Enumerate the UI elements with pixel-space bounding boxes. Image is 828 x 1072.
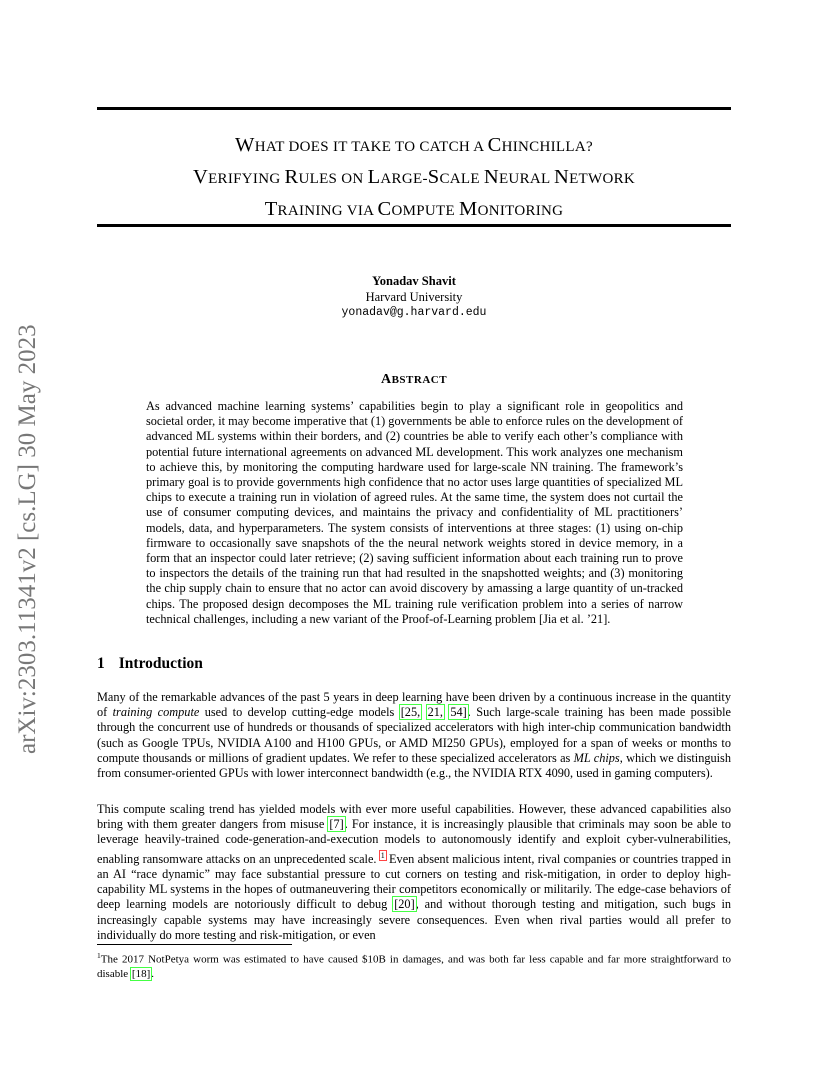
paragraph-text: , and without thorough testing and mitigation, such bugs in increasingly capable systems may have increasingly severe consequences. Even when rival parties would all prefer to individually do more testing and risk-mitigation, or even <box>97 897 732 942</box>
footnote-rule <box>97 944 292 945</box>
title-text: ULES ON <box>298 171 368 187</box>
title-text: C <box>377 198 392 220</box>
footnote-text: The 2017 NotPetya worm was estimated to have caused $10B in damages, and was both far less capable and far more straightforward to disable <box>97 953 731 980</box>
author-block <box>97 273 731 321</box>
arxiv-identifier: arXiv:2303.11341v2 [cs.LG] 30 May 2023 <box>14 324 41 754</box>
author-affiliation: Harvard University <box>365 290 463 304</box>
title-text: W <box>235 134 255 156</box>
abstract-heading-text: BSTRACT <box>391 374 448 386</box>
author-name: Yonadav Shavit <box>372 274 456 288</box>
title-text: C <box>487 134 502 156</box>
section-number: 1 <box>97 655 105 672</box>
paragraph-text: Even absent malicious intent, rival companies or countries trapped in an AI “race dynamic” may face substantial pressure to cut corners on testing and risk-mitigation, in order to deploy high-capability ML systems in the hopes of outmaneuvering their competitors economically or militarily. The edge-case behaviors of deep learning models are notoriously difficult to debug <box>97 851 731 912</box>
title-text: ARGE- <box>380 171 428 187</box>
title-text: CALE <box>439 171 484 187</box>
title-line-3 <box>97 194 731 226</box>
footnote <box>97 949 731 981</box>
title-text: EURAL <box>498 171 554 187</box>
title-text: ETWORK <box>569 171 636 187</box>
section-heading <box>97 655 203 673</box>
title-text: RAINING VIA <box>277 203 378 219</box>
title-text: S <box>427 166 440 188</box>
abstract-text: As advanced machine learning systems’ capabilities begin to play a significant role in geopolitics and societal order, it may become imperative that (1) governments be able to enforce rules on the development of advanced ML systems within their borders, and (2) countries be able to verify each other’s compliance with potential future international agreements on advanced ML development. This work analyzes one mechanism to achieve this, by monitoring the computing hardware used for large-scale NN training. The framework’s primary goal is to provide governments high confidence that no actor uses large quantities of specialized ML chips to execute a training run in violation of agreed rules. At the same time, the system does not curtail the use of consumer computing devices, and maintains the privacy and confidentiality of ML practitioners’ models, data, and hyperparameters. The system consists of interventions at three stages: (1) using on-chip firmware to occasionally save snapshots of the the neural network weights stored in device memory, in a form that an inspector could later retrieve; (2) saving sufficient information about each training run to prove to inspectors the details of the training run that had resulted in the snapshotted weights; and (3) monitoring the chip supply chain to ensure that no actor can avoid discovery by amassing a large quantity of un-tracked chips. The proposed design decomposes the ML training rule verification problem into a series of narrow technical challenges, including a new variant of the Proof-of-Learning problem [Jia et al. ’21]. <box>146 399 683 626</box>
emphasis-text: training compute <box>112 705 200 720</box>
author-email: yonadav@g.harvard.edu <box>341 306 487 319</box>
paragraph-text: This compute scaling trend has yielded models with ever more useful capabilities. However, these advanced capabilities also bring with them greater dangers from misuse <box>97 802 731 832</box>
citation-link[interactable]: [25, <box>400 705 421 720</box>
title-line-2 <box>97 162 731 194</box>
abstract-heading-text: A <box>380 372 392 387</box>
title-text: V <box>192 166 209 188</box>
footnote-text: . <box>151 967 154 980</box>
paper-title <box>97 130 731 226</box>
title-text: R <box>284 166 299 188</box>
citation-link[interactable]: [18] <box>131 967 151 980</box>
title-text: OMPUTE <box>391 203 460 219</box>
footnote-link[interactable]: 1 <box>380 850 385 860</box>
footnote-number: 1 <box>97 951 101 960</box>
paragraph-text: . For instance, it is increasingly plausible that criminals may soon be able to leverage heavily-trained code-generation-and-execution models to autonomously identify and exploit cyber-vulnerabilities, enabling ransomware attacks on an unprecedented scale. <box>97 817 731 866</box>
intro-paragraph-2 <box>97 802 731 943</box>
title-text: ERIFYING <box>208 171 285 187</box>
intro-paragraph-1 <box>97 690 731 781</box>
paragraph-text: Many of the remarkable advances of the past 5 years in deep learning have been driven by a continuous increase in the quantity of <box>97 690 731 720</box>
citation-link[interactable]: [7] <box>329 817 344 832</box>
title-text: HAT DOES IT TAKE TO CATCH A <box>254 139 488 155</box>
abstract-heading <box>97 372 731 388</box>
paragraph-text: used to develop cutting-edge models <box>199 705 400 720</box>
paragraph-text: , which we distinguish from consumer-oriented GPUs with lower interconnect bandwidth (e.g., the NVIDIA RTX 4090, used in gaming computers). <box>97 750 731 781</box>
title-text: HINCHILLA? <box>501 139 593 155</box>
title-text: ONITORING <box>477 203 564 219</box>
title-text: N <box>553 166 570 188</box>
citation-link[interactable]: 54] <box>450 705 467 720</box>
citation-link[interactable]: [20] <box>394 897 415 912</box>
title-line-1 <box>97 130 731 162</box>
citation-link[interactable]: 21, <box>427 705 443 720</box>
section-title: Introduction <box>118 655 203 672</box>
title-text: M <box>459 198 478 220</box>
emphasis-text: ML chips <box>573 750 620 765</box>
title-bottom-rule <box>97 224 731 227</box>
title-text: L <box>367 166 381 188</box>
title-text: T <box>264 198 278 220</box>
title-top-rule <box>97 107 731 110</box>
title-text: N <box>483 166 499 188</box>
paragraph-text: . Such large-scale training has been made possible through the concurrent use of hundreds or thousands of specialized accelerators with high inter-chip communication bandwidth (such as Google TPUs, NVIDIA A100 and H100 GPUs, or AMD MI250 GPUs), employed for a span of weeks or months to compute thousands or millions of gradient updates. We refer to these specialized accelerators as <box>97 705 731 765</box>
